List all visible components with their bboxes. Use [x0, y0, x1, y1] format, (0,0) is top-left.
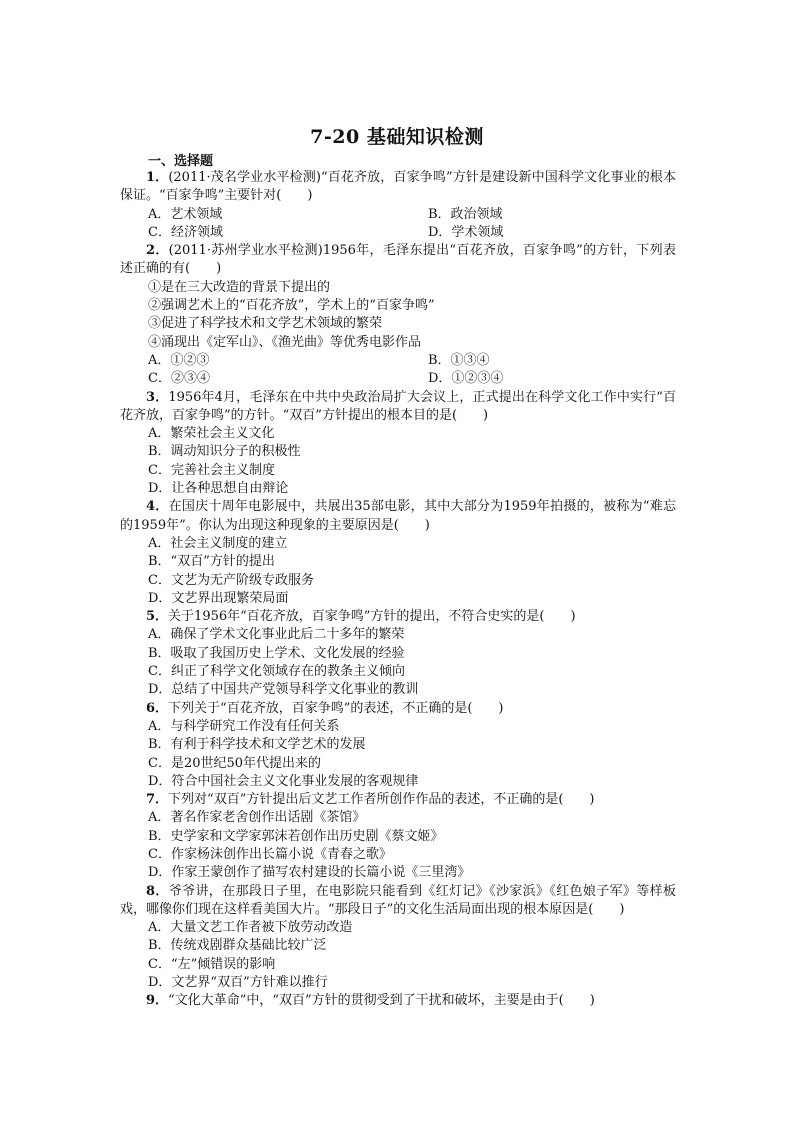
question-6: [120, 700, 676, 791]
question-text: (2011·茂名学业水平检测)“百花齐放，百家争鸣”方针是建设新中国科学文化事业的根本保证。“百家争鸣”主要针对( ): [120, 170, 676, 204]
question-stem: [120, 389, 676, 426]
question-stem: [120, 169, 676, 206]
question-stem: [120, 992, 676, 1010]
answer-option: B．政治领域: [428, 206, 503, 222]
question-text: 下列对“双百”方针提出后文艺工作者所创作作品的表述，不正确的是( ): [168, 792, 595, 808]
statement-item: ④涌现出《定军山》、《渔光曲》等优秀电影作品: [148, 334, 422, 350]
question-number: 6．: [146, 700, 169, 716]
statement-item: ①是在三大改造的背景下提出的: [148, 279, 331, 295]
question-stem: [120, 700, 676, 718]
page-title: 7-20 基础知识检测: [310, 126, 484, 148]
question-text: 关于1956年“百花齐放，百家争鸣”方针的提出，不符合史实的是( ): [168, 609, 576, 625]
question-number: 5．: [146, 609, 169, 625]
question-9: [120, 992, 676, 1010]
question-3: [120, 389, 676, 499]
answer-option: C．是20世纪50年代提出来的: [148, 755, 322, 771]
answer-option: C．文艺为无产阶级专政服务: [148, 572, 314, 588]
answer-option: A．社会主义制度的建立: [148, 535, 288, 551]
answer-option: B．有利于科学技术和文学艺术的发展: [148, 737, 366, 753]
question-4: [120, 498, 676, 608]
answer-option: A．大量文艺工作者被下放劳动改造: [148, 920, 353, 936]
question-number: 2．: [146, 243, 169, 259]
answer-option: B．“双百”方针的提出: [148, 554, 275, 570]
answer-option: B．史学家和文学家郭沫若创作出历史剧《蔡文姬》: [148, 828, 444, 844]
answer-option: B．调动知识分子的积极性: [148, 444, 301, 460]
question-text: 在国庆十周年电影展中，共展出35部电影，其中大部分为1959年拍摄的，被称为“难忘的1959年”。你认为出现这种现象的主要原因是( ): [120, 499, 676, 533]
question-number: 1．: [146, 170, 169, 185]
question-7: [120, 791, 676, 882]
question-text: “文化大革命”中，“双百”方针的贯彻受到了干扰和破坏，主要是由于( ): [168, 993, 595, 1009]
answer-options: [120, 626, 676, 699]
answer-option: C．“左”倾错误的影响: [148, 956, 276, 972]
question-5: [120, 608, 676, 699]
answer-options: [120, 352, 676, 389]
answer-option: D．文艺界出现繁荣局面: [148, 590, 289, 606]
question-stem: [120, 883, 676, 920]
answer-options: [120, 919, 676, 992]
answer-option: C．经济领域: [148, 224, 223, 240]
answer-option: C．完善社会主义制度: [148, 462, 275, 478]
question-number: 7．: [146, 792, 169, 808]
answer-option: A．艺术领域: [148, 206, 223, 222]
statement-item: ③促进了科学技术和文学艺术领域的繁荣: [148, 316, 383, 332]
answer-option: D．让各种思想自由辩论: [148, 481, 289, 497]
answer-option: A．①②③: [148, 352, 210, 368]
answer-option: B．吸取了我国历史上学术、文化发展的经验: [148, 645, 405, 661]
question-2: [120, 242, 676, 388]
answer-option: D．符合中国社会主义文化事业发展的客观规律: [148, 773, 419, 789]
answer-options: [120, 718, 676, 791]
answer-option: C．作家杨沫创作出长篇小说《青春之歌》: [148, 846, 392, 862]
answer-option: A．繁荣社会主义文化: [148, 426, 275, 442]
question-list: [120, 169, 676, 1011]
question-text: 1956年4月，毛泽东在中共中央政治局扩大会议上，正式提出在科学文化工作中实行“百花齐放，百家争鸣”的方针。“双百”方针提出的根本目的是( ): [120, 389, 676, 423]
question-text: 爷爷讲，在那段日子里，在电影院只能看到《红灯记》《沙家浜》《红色娘子军》等样板戏，哪像你们现在这样看美国大片。“那段日子”的文化生活局面出现的根本原因是( ): [120, 883, 676, 917]
answer-option: A．著名作家老舍创作出话剧《茶馆》: [148, 810, 366, 826]
question-text: (2011·苏州学业水平检测)1956年，毛泽东提出“百花齐放，百家争鸣”的方针，下列表述正确的有( ): [120, 243, 676, 277]
section-heading: 一、选择题: [148, 154, 214, 169]
answer-options: [120, 425, 676, 498]
question-stem: [120, 608, 676, 626]
answer-options: [120, 809, 676, 882]
question-text: 下列关于“百花齐放，百家争鸣”的表述，不正确的是( ): [168, 700, 504, 716]
answer-option: A．与科学研究工作没有任何关系: [148, 718, 340, 734]
statement-item: ②强调艺术上的“百花齐放”，学术上的“百家争鸣”: [148, 298, 435, 314]
answer-option: D．总结了中国共产党领导科学文化事业的教训: [148, 682, 419, 698]
question-number: 4．: [146, 499, 169, 515]
answer-options: [120, 535, 676, 608]
question-stem: [120, 498, 676, 535]
answer-options: [120, 206, 676, 243]
answer-option: D．文艺界“双百”方针难以推行: [148, 975, 328, 991]
question-number: 8．: [146, 883, 169, 899]
answer-option: D．①②③④: [428, 371, 504, 387]
answer-option: C．②③④: [148, 371, 210, 387]
answer-option: A．确保了学术文化事业此后二十多年的繁荣: [148, 627, 405, 643]
answer-option: B．传统戏剧群众基础比较广泛: [148, 938, 327, 954]
question-number: 3．: [146, 389, 169, 405]
question-stem: [120, 242, 676, 279]
question-1: [120, 169, 676, 242]
question-8: [120, 883, 676, 993]
question-stem: [120, 791, 676, 809]
answer-option: D．作家王蒙创作了描写农村建设的长篇小说《三里湾》: [148, 865, 471, 881]
answer-option: B．①③④: [428, 352, 490, 368]
answer-option: C．纠正了科学文化领域存在的教条主义倾向: [148, 664, 405, 680]
answer-option: D．学术领域: [428, 224, 504, 240]
question-number: 9．: [146, 993, 169, 1009]
